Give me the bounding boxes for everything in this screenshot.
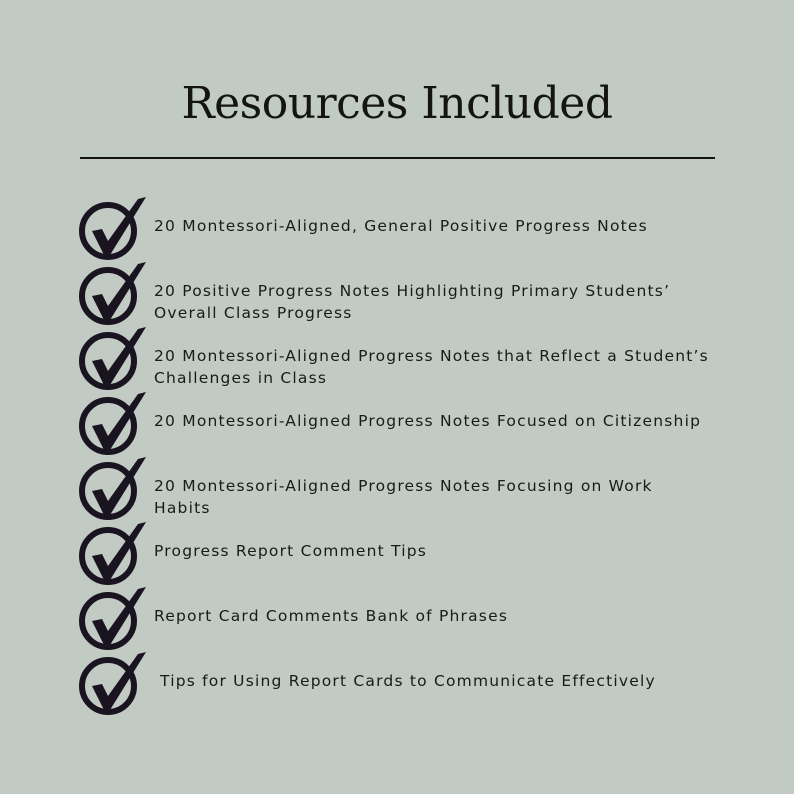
list-item-label: 20 Montessori-Aligned Progress Notes Focused on Citizenship	[154, 412, 702, 430]
list-item	[78, 390, 718, 454]
list-item-label: 20 Montessori-Aligned, General Positive Progress Notes	[154, 217, 648, 235]
list-item-label: Report Card Comments Bank of Phrases	[154, 607, 509, 625]
list-item	[78, 260, 718, 324]
list-item-label: Tips for Using Report Cards to Communicate Effectively	[160, 672, 656, 690]
page-title: Resources Included	[181, 78, 613, 129]
check-circle-icon	[78, 585, 150, 651]
list-item-label: 20 Montessori-Aligned Progress Notes that Reflect a Student’s Challenges in Class	[154, 347, 709, 387]
check-circle-icon	[78, 195, 150, 261]
list-item	[78, 650, 718, 714]
list-item-label: Progress Report Comment Tips	[154, 542, 428, 560]
list-item-label: 20 Positive Progress Notes Highlighting Primary Students’ Overall Class Progress	[154, 282, 671, 322]
check-circle-icon	[78, 650, 150, 716]
list-item	[78, 520, 718, 584]
check-circle-icon	[78, 455, 150, 521]
list-item	[78, 585, 718, 649]
check-circle-icon	[78, 520, 150, 586]
check-circle-icon	[78, 390, 150, 456]
list-item	[78, 455, 718, 519]
list-item	[78, 195, 718, 259]
list-item-label: 20 Montessori-Aligned Progress Notes Focusing on Work Habits	[154, 477, 653, 517]
list-item	[78, 325, 718, 389]
check-circle-icon	[78, 325, 150, 391]
check-circle-icon	[78, 260, 150, 326]
